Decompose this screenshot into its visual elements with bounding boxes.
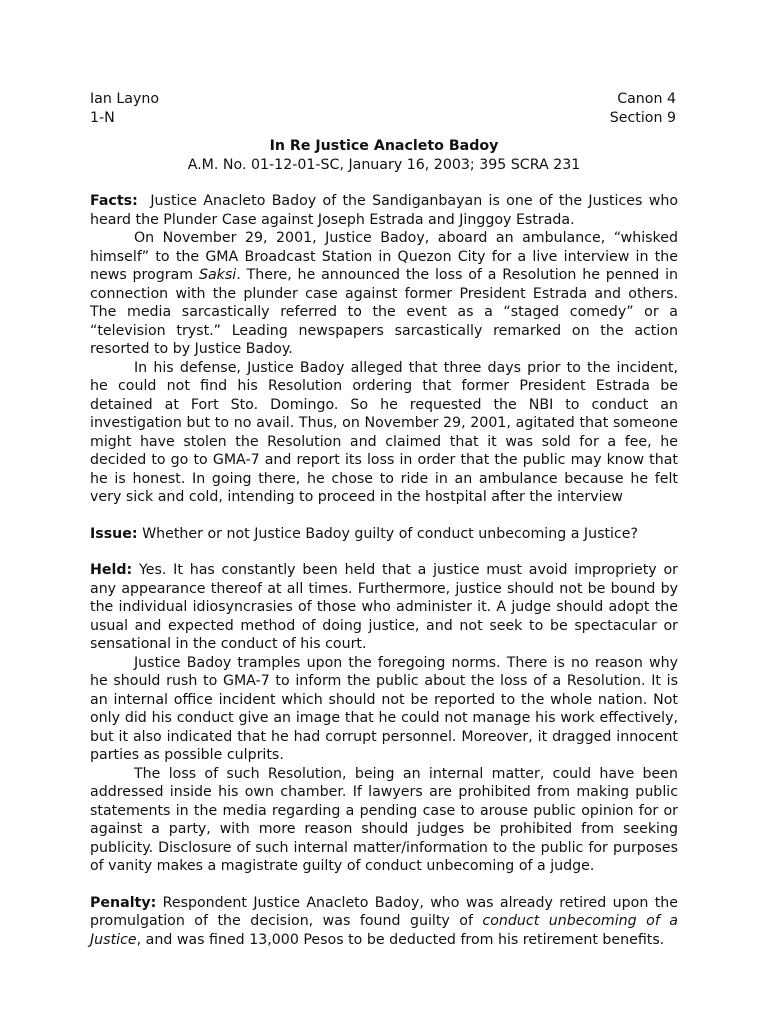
facts-paragraph-2 bbox=[90, 229, 678, 359]
case-heading bbox=[90, 137, 678, 174]
program-name: Saksi bbox=[198, 267, 237, 283]
issue-label: Issue: bbox=[90, 525, 138, 542]
facts-text-1: Justice Anacleto Badoy of the Sandiganbayan is one of the Justices who heard the Plunder Case against Joseph Estrada and Jinggoy Estrada. bbox=[90, 193, 678, 228]
author-block bbox=[90, 90, 159, 127]
held-text-1: Yes. It has constantly been held that a justice must avoid impropriety or any appearance thereof at all times. Furthermore, justice should not be bound by the individual idiosyncrasies of those who administer it. A judge should adopt the usual and expected method of doing justice, and not seek to be spectacular or sensational in the conduct of his court. bbox=[90, 562, 678, 652]
author-name: Ian Layno bbox=[90, 91, 160, 107]
penalty-text-b: , and was fined 13,000 Pesos to be deducted from his retirement benefits. bbox=[136, 931, 665, 948]
facts-text-2a: On November 29, 2001, Justice Badoy, aboard an ambulance, “whisked himself” to the GMA Broadcast Station in Quezon City for a live interview in the news program bbox=[90, 230, 678, 283]
facts-paragraph-1 bbox=[90, 192, 678, 229]
issue-text: Whether or not Justice Badoy guilty of conduct unbecoming a Justice? bbox=[142, 525, 639, 542]
penalty-section bbox=[90, 894, 678, 950]
facts-text-2b: . There, he announced the loss of a Resolution he penned in connection with the plunder case against former President Estrada and others. The media sarcastically referred to the event as a “staged comedy” or a “television tryst.” Leading newspapers sarcastically remarked on the action resorted to by Justice Badoy. bbox=[90, 267, 679, 357]
canon-block bbox=[610, 90, 678, 127]
case-citation: A.M. No. 01-12-01-SC, January 16, 2003; 395 SCRA 231 bbox=[187, 156, 581, 173]
penalty-paragraph bbox=[90, 894, 678, 950]
facts-section bbox=[90, 192, 678, 507]
facts-label: Facts: bbox=[90, 193, 138, 209]
held-label: Held: bbox=[90, 562, 133, 578]
held-paragraph-2: Justice Badoy tramples upon the foregoing norms. There is no reason why he should rush to GMA-7 to inform the public about the loss of a Resolution. It is an internal office incident which should not be reported to the whole nation. Not only did his conduct give an image that he could not manage his work effectively, but it also indicated that he had corrupt personnel. Moreover, it dragged innocent parties as possible culprits. bbox=[90, 654, 678, 763]
held-paragraph-1 bbox=[90, 561, 678, 654]
canon-number: Canon 4 bbox=[617, 91, 676, 107]
facts-paragraph-3: In his defense, Justice Badoy alleged that three days prior to the incident, he could not find his Resolution ordering that former President Estrada be detained at Fort Sto. Domingo. So he requested the NBI to conduct an investigation but to no avail. Thus, on November 29, 2001, agitated that someone might have stolen the Resolution and claimed that it was sold for a fee, he decided to go to GMA-7 and report its loss in order that the public may know that he is honest. In going there, he chose to ride in an ambulance because he felt very sick and cold, intending to proceed in the hostpital after the interview bbox=[90, 359, 678, 505]
held-section bbox=[90, 561, 678, 876]
penalty-label: Penalty: bbox=[90, 894, 157, 911]
canon-section: Section 9 bbox=[609, 109, 676, 126]
penalty-offense: conduct unbecoming of a Justice bbox=[90, 913, 678, 948]
document-header bbox=[90, 90, 678, 127]
issue-section bbox=[90, 525, 678, 544]
issue-paragraph bbox=[90, 525, 678, 544]
penalty-text-a: Respondent Justice Anacleto Badoy, who was already retired upon the promulgation of the decision, was found guilty of bbox=[90, 894, 679, 929]
case-title: In Re Justice Anacleto Badoy bbox=[269, 138, 499, 154]
held-paragraph-3: The loss of such Resolution, being an internal matter, could have been addressed inside his own chamber. If lawyers are prohibited from making public statements in the media regarding a pending case to arouse public opinion for or against a party, with more reason should judges be prohibited from seeking publicity. Disclosure of such internal matter/information to the public for purposes of vanity makes a magistrate guilty of conduct unbecoming of a judge. bbox=[90, 765, 678, 874]
document-page bbox=[90, 90, 678, 949]
class-section: 1-N bbox=[90, 109, 115, 126]
